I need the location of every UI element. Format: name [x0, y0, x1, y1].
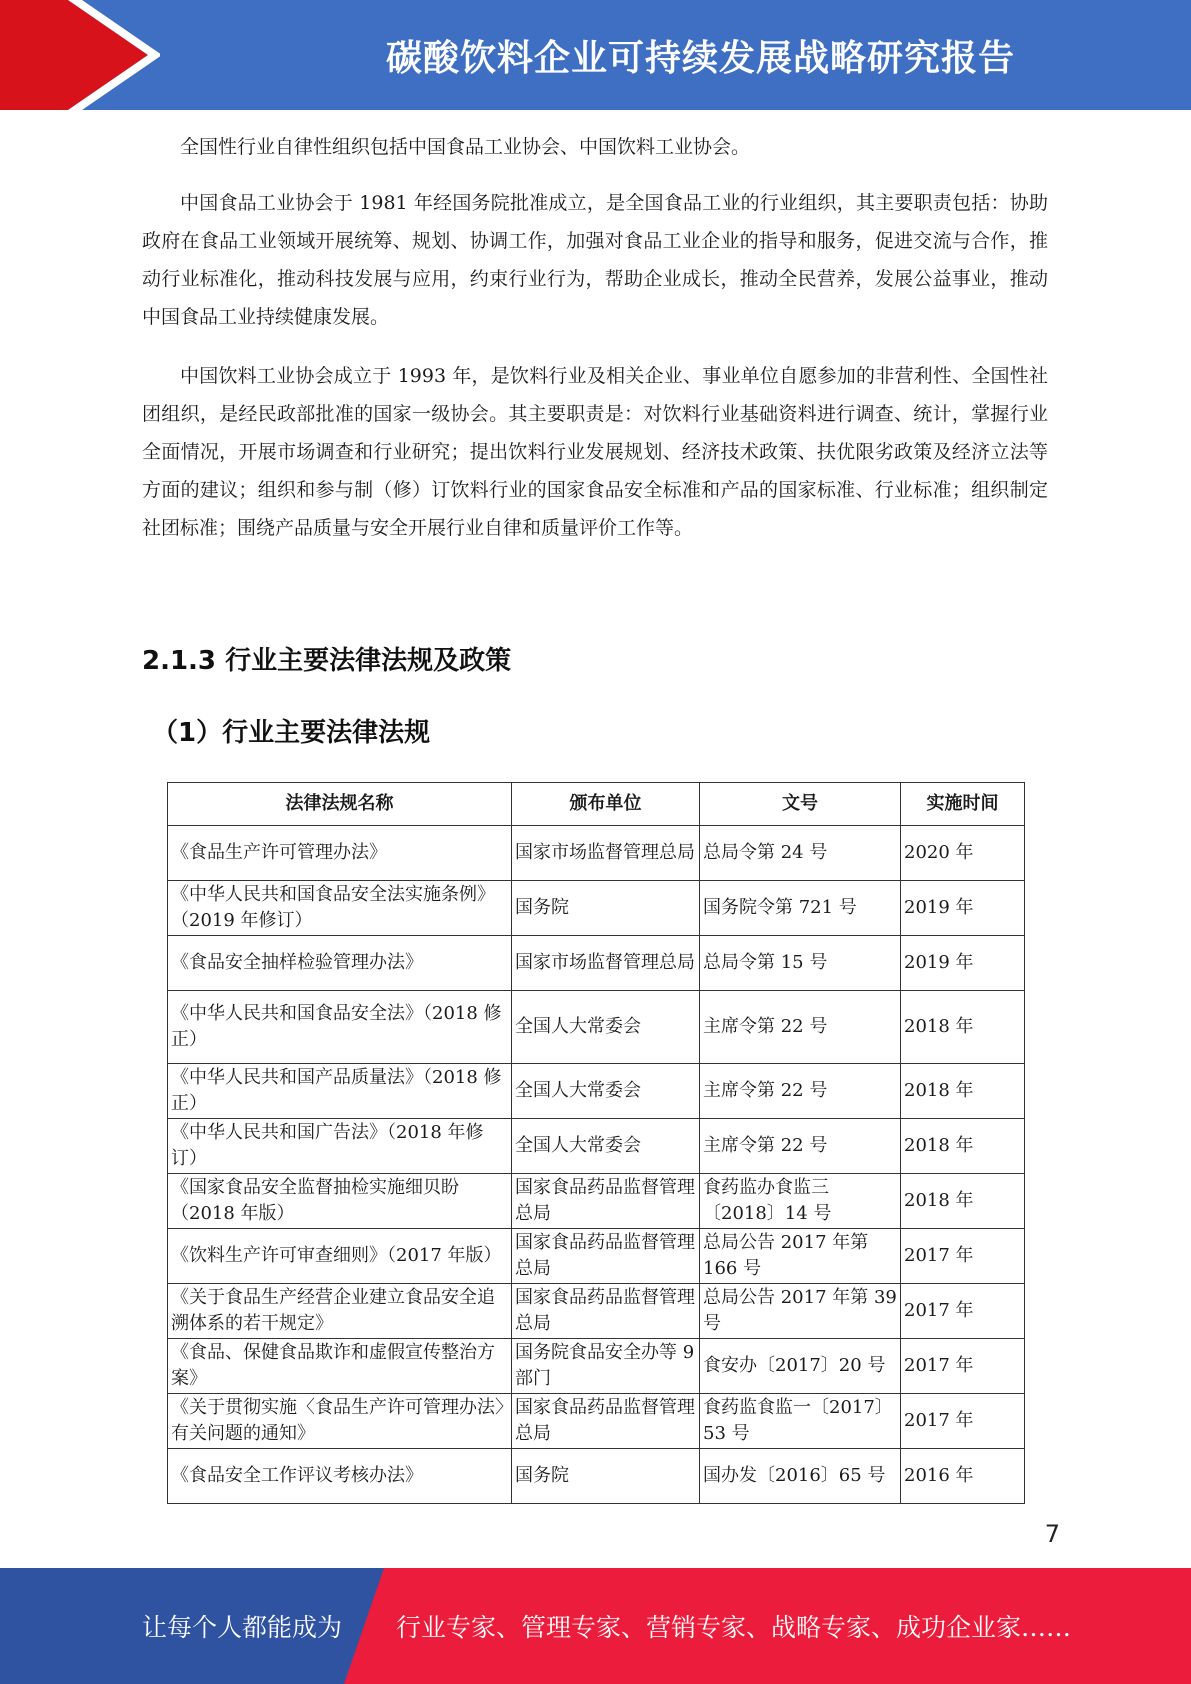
cell-date: 2019 年 — [901, 936, 1025, 991]
paragraph: 全国性行业自律性组织包括中国食品工业协会、中国饮料工业协会。 — [180, 136, 751, 158]
cell-name: 《中华人民共和国产品质量法》（2018 修正） — [168, 1064, 512, 1119]
cell-issuer: 国家市场监督管理总局 — [512, 936, 700, 991]
cell-doc-number: 主席令第 22 号 — [700, 991, 901, 1064]
cell-name: 《食品安全工作评议考核办法》 — [168, 1449, 512, 1504]
cell-doc-number: 总局公告 2017 年第 166 号 — [700, 1229, 901, 1284]
table-row — [168, 1064, 1025, 1119]
cell-doc-number: 主席令第 22 号 — [700, 1119, 901, 1174]
cell-doc-number: 主席令第 22 号 — [700, 1064, 901, 1119]
cell-doc-number: 总局令第 15 号 — [700, 936, 901, 991]
cell-date: 2017 年 — [901, 1394, 1025, 1449]
cell-name: 《食品、保健食品欺诈和虚假宣传整治方案》 — [168, 1339, 512, 1394]
cell-date: 2019 年 — [901, 881, 1025, 936]
cell-name: 《食品安全抽样检验管理办法》 — [168, 936, 512, 991]
cell-issuer: 国家食品药品监督管理总局 — [512, 1394, 700, 1449]
cell-issuer: 国务院 — [512, 1449, 700, 1504]
cell-date: 2018 年 — [901, 991, 1025, 1064]
cell-name: 《饮料生产许可审查细则》（2017 年版） — [168, 1229, 512, 1284]
cell-date: 2017 年 — [901, 1229, 1025, 1284]
table-row — [168, 1449, 1025, 1504]
table-row — [168, 881, 1025, 936]
cell-issuer: 国家食品药品监督管理总局 — [512, 1229, 700, 1284]
cell-issuer: 全国人大常委会 — [512, 1064, 700, 1119]
column-header: 实施时间 — [901, 783, 1025, 826]
table-row — [168, 991, 1025, 1064]
cell-name: 《关于贯彻实施〈食品生产许可管理办法〉有关问题的通知》 — [168, 1394, 512, 1449]
paragraph: 中国饮料工业协会成立于 1993 年，是饮料行业及相关企业、事业单位自愿参加的非营利性、全国性社团组织，是经民政部批准的国家一级协会。其主要职责是：对饮料行业基础资料进行调查、统计，掌握行业全面情况，开展市场调查和行业研究；提出饮料行业发展规划、经济技术政策、扶优限劣政策及经济立法等方面的建议；组织和参与制（修）订饮料行业的国家食品安全标准和产品的国家标准、行业标准；组织制定社团标准；围绕产品质量与安全开展行业自律和质量评价工作等。 — [142, 365, 1048, 539]
table-row — [168, 1394, 1025, 1449]
table-row — [168, 1174, 1025, 1229]
chevron-arrow-icon — [0, 0, 160, 110]
cell-doc-number: 食药监办食监三〔2018〕14 号 — [700, 1174, 901, 1229]
table-row — [168, 826, 1025, 881]
cell-date: 2017 年 — [901, 1339, 1025, 1394]
cell-issuer: 国家食品药品监督管理总局 — [512, 1174, 700, 1229]
section-heading: 2.1.3 行业主要法律法规及政策 — [142, 646, 512, 676]
cell-issuer: 国务院食品安全办等 9 部门 — [512, 1339, 700, 1394]
cell-issuer: 国家食品药品监督管理总局 — [512, 1284, 700, 1339]
cell-name: 《中华人民共和国广告法》（2018 年修订） — [168, 1119, 512, 1174]
cell-doc-number: 总局公告 2017 年第 39 号 — [700, 1284, 901, 1339]
cell-name: 《中华人民共和国食品安全法实施条例》（2019 年修订） — [168, 881, 512, 936]
cell-date: 2016 年 — [901, 1449, 1025, 1504]
table-header-row — [168, 783, 1025, 826]
cell-doc-number: 总局令第 24 号 — [700, 826, 901, 881]
cell-name: 《关于食品生产经营企业建立食品安全追溯体系的若干规定》 — [168, 1284, 512, 1339]
laws-table-container — [167, 782, 1025, 1514]
page-number: 7 — [1044, 1520, 1060, 1548]
cell-issuer: 国家市场监督管理总局 — [512, 826, 700, 881]
header-banner — [0, 0, 1191, 110]
footer-slogan-right: 行业专家、管理专家、营销专家、战略专家、成功企业家…… — [396, 1613, 1072, 1642]
table-row — [168, 1229, 1025, 1284]
cell-date: 2018 年 — [901, 1174, 1025, 1229]
paragraph: 中国食品工业协会于 1981 年经国务院批准成立，是全国食品工业的行业组织，其主要职责包括：协助政府在食品工业领域开展统筹、规划、协调工作，加强对食品工业企业的指导和服务，促进交流与合作，推动行业标准化，推动科技发展与应用，约束行业行为，帮助企业成长，推动全民营养，发展公益事业，推动中国食品工业持续健康发展。 — [142, 192, 1048, 328]
report-title: 碳酸饮料企业可持续发展战略研究报告 — [385, 37, 1015, 79]
cell-name: 《中华人民共和国食品安全法》（2018 修正） — [168, 991, 512, 1064]
table-row — [168, 936, 1025, 991]
cell-doc-number: 国务院令第 721 号 — [700, 881, 901, 936]
cell-doc-number: 食安办〔2017〕20 号 — [700, 1339, 901, 1394]
footer-slogan-left: 让每个人都能成为 — [142, 1613, 343, 1642]
cell-issuer: 国务院 — [512, 881, 700, 936]
cell-date: 2017 年 — [901, 1284, 1025, 1339]
column-header: 文号 — [700, 783, 901, 826]
cell-name: 《国家食品安全监督抽检实施细贝盼（2018 年版） — [168, 1174, 512, 1229]
cell-doc-number: 国办发〔2016〕65 号 — [700, 1449, 901, 1504]
cell-issuer: 全国人大常委会 — [512, 1119, 700, 1174]
cell-name: 《食品生产许可管理办法》 — [168, 826, 512, 881]
cell-issuer: 全国人大常委会 — [512, 991, 700, 1064]
cell-date: 2018 年 — [901, 1119, 1025, 1174]
cell-date: 2020 年 — [901, 826, 1025, 881]
column-header: 颁布单位 — [512, 783, 700, 826]
table-row — [168, 1339, 1025, 1394]
laws-table — [167, 782, 1025, 1504]
subsection-heading: （1）行业主要法律法规 — [152, 718, 431, 748]
column-header: 法律法规名称 — [168, 783, 512, 826]
table-row — [168, 1284, 1025, 1339]
footer-banner — [0, 1568, 1191, 1684]
table-row — [168, 1119, 1025, 1174]
cell-doc-number: 食药监食监一〔2017〕53 号 — [700, 1394, 901, 1449]
body-text — [142, 128, 1048, 568]
cell-date: 2018 年 — [901, 1064, 1025, 1119]
